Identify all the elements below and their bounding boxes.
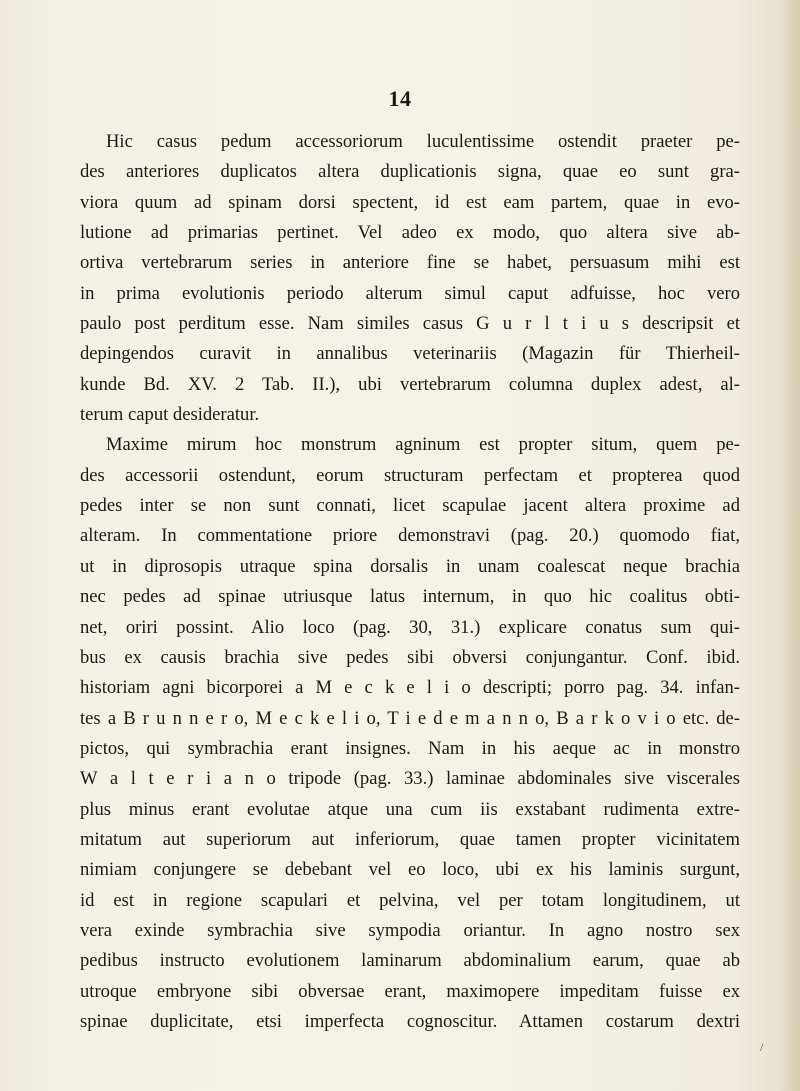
text-line: des accessorii ostendunt, eorum structuram perfectam et propterea quod bbox=[80, 464, 740, 486]
text-line: ut in diprosopis utraque spina dorsalis in unam coalescat neque brachia bbox=[80, 555, 740, 577]
text-line: depingendos curavit in annalibus veterinariis (Magazin für Thierheil- bbox=[80, 343, 740, 365]
page-number: 14 bbox=[388, 86, 412, 111]
body-text bbox=[80, 127, 740, 1037]
stray-pencil-mark: / bbox=[760, 1040, 764, 1054]
text-line: net, oriri possint. Alio loco (pag. 30, 31.) explicare conatus sum qui- bbox=[80, 616, 740, 638]
text-line: alteram. In commentatione priore demonstravi (pag. 20.) quomodo fiat, bbox=[80, 525, 740, 547]
text-line: pedibus instructo evolutionem laminarum abdominalium earum, quae ab bbox=[80, 950, 740, 972]
text-line: bus ex causis brachia sive pedes sibi obversi conjungantur. Conf. ibid. bbox=[80, 646, 740, 668]
text-line: pedes inter se non sunt connati, licet scapulae jacent altera proxime ad bbox=[80, 495, 740, 517]
text-line: historiam agni bicorporei a M e c k e l i o descripti; porro pag. 34. infan- bbox=[80, 677, 740, 699]
text-line: nimiam conjungere se debebant vel eo loco, ubi ex his laminis surgunt, bbox=[80, 859, 740, 881]
text-line: terum caput desideratur. bbox=[80, 404, 260, 426]
text-line: lutione ad primarias pertinet. Vel adeo ex modo, quo altera sive ab- bbox=[80, 222, 740, 244]
text-line: vera exinde symbrachia sive sympodia oriantur. In agno nostro sex bbox=[80, 919, 740, 941]
text-line: W a l t e r i a n o tripode (pag. 33.) laminae abdominales sive viscerales bbox=[80, 768, 740, 790]
text-line: utroque embryone sibi obversae erant, maximopere impeditam fuisse ex bbox=[80, 980, 740, 1002]
text-line: paulo post perditum esse. Nam similes casus G u r l t i u s descripsit et bbox=[80, 313, 740, 335]
text-line: des anteriores duplicatos altera duplicationis signa, quae eo sunt gra- bbox=[80, 161, 740, 183]
text-line: pictos, qui symbrachia erant insignes. Nam in his aeque ac in monstro bbox=[80, 737, 740, 759]
text-line: tes a B r u n n e r o, M e c k e l i o, T i e d e m a n n o, B a r k o v i o etc. de- bbox=[80, 707, 740, 729]
text-line: mitatum aut superiorum aut inferiorum, quae tamen propter vicinitatem bbox=[80, 828, 740, 850]
text-line: Maxime mirum hoc monstrum agninum est propter situm, quem pe- bbox=[106, 434, 740, 456]
page-edge-shadow bbox=[778, 0, 800, 1091]
text-line: spinae duplicitate, etsi imperfecta cognoscitur. Attamen costarum dextri bbox=[80, 1010, 740, 1032]
text-line: viora quum ad spinam dorsi spectent, id est eam partem, quae in evo- bbox=[80, 191, 740, 213]
text-line: Hic casus pedum accessoriorum luculentissime ostendit praeter pe- bbox=[106, 131, 740, 152]
text-line: kunde Bd. XV. 2 Tab. II.), ubi vertebrarum columna duplex adest, al- bbox=[80, 373, 740, 395]
text-line: id est in regione scapulari et pelvina, vel per totam longitudinem, ut bbox=[80, 889, 740, 911]
text-line: plus minus erant evolutae atque una cum iis exstabant rudimenta extre- bbox=[80, 798, 740, 820]
text-line: ortiva vertebrarum series in anteriore fine se habet, persuasum mihi est bbox=[80, 252, 740, 274]
text-line: nec pedes ad spinae utriusque latus internum, in quo hic coalitus obti- bbox=[80, 586, 740, 608]
text-line: in prima evolutionis periodo alterum simul caput adfuisse, hoc vero bbox=[80, 282, 740, 304]
